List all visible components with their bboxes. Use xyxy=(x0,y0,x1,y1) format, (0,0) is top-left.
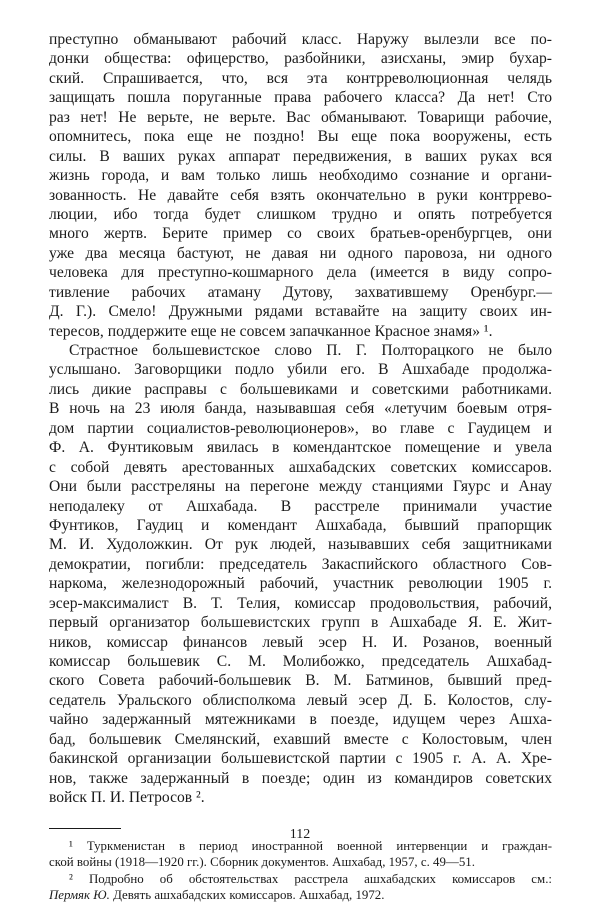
text-line: ский. Спрашивается, что, вся эта контрреволюционная челядь xyxy=(49,69,552,87)
text-line: защищать пошла поруганные права рабочего класса? Да нет! Сто xyxy=(49,89,552,107)
text-line: зованность. Не давайте себя взять окончательно в руки контррево- xyxy=(49,186,552,204)
text-line: чайно задержанный мятежниками в поезде, идущем через Ашха- xyxy=(49,711,552,729)
text-line: седатель Уральского облисполкома левый эсер Д. Б. Колостов, слу- xyxy=(49,691,552,709)
text-line: Ф. А. Фунтиковым явилась в комендантское помещение и увела xyxy=(49,439,552,457)
text-line: Фунтиков, Гаудиц и комендант Ашхабада, бывший прапорщик xyxy=(49,516,552,534)
text-line: первый организатор большевистских групп в Ашхабаде Я. Е. Жит- xyxy=(49,614,552,632)
footnote-2-author: Пермяк Ю. xyxy=(49,888,110,903)
text-line: люции, ибо тогда будет слишком трудно и опять потребуется xyxy=(49,205,552,223)
text-line: уже два месяца бастуют, не давая ни одного паровоза, ни одного xyxy=(49,244,552,262)
text-line: войск П. И. Петросов ². xyxy=(49,789,205,807)
text-line: опомнитесь, пока еще не поздно! Вы еще пока вооружены, есть xyxy=(49,128,552,146)
text-line: М. И. Худоложкин. От рук людей, называвших себя защитниками xyxy=(49,536,552,554)
text-line: демократии, погибли: председатель Закаспийского областного Сов- xyxy=(49,555,552,573)
text-line: ников, комиссар финансов левый эсер Н. И. Розанов, военный xyxy=(49,633,552,651)
text-line: человека для преступно-кошмарного дела (имеется в виду сопро- xyxy=(49,264,552,282)
text-line: Страстное большевистское слово П. Г. Полторацкого не было xyxy=(69,342,552,359)
paragraph-appeal-quote xyxy=(49,30,552,341)
text-line: силы. В ваших руках аппарат передвижения, в ваших руках вся xyxy=(49,147,552,165)
text-line: жизнь города, и вам только лишь необходимо сознание и органи- xyxy=(49,167,552,185)
text-line: тересов, поддержите еще не совсем запачканное Красное знамя» ¹. xyxy=(49,322,493,340)
text-line: преступно обманывают рабочий класс. Наружу вылезли все по- xyxy=(49,31,552,48)
text-line: дом партии социалистов-революционеров», во главе с Гаудицем и xyxy=(49,419,552,437)
text-line: бад, большевик Смелянский, ехавший вместе с Колостовым, член xyxy=(49,730,552,748)
text-line: раз нет! Не верьте, не верьте. Вас обманывают. Товарищи рабочие, xyxy=(49,108,552,126)
page-number: 112 xyxy=(289,827,311,842)
text-line: много жертв. Берите пример со своих братьев-оренбургцев, они xyxy=(49,225,552,243)
text-line: услышано. Заговорщики подло убили его. В Ашхабаде продолжа- xyxy=(49,361,552,379)
text-line: наркома, железнодорожный рабочий, участник революции 1905 г. xyxy=(49,575,552,593)
text-line: Д. Г.). Смело! Дружными рядами вставайте на защиту своих ин- xyxy=(49,303,552,321)
text-line: комиссар большевик С. М. Молибожко, председатель Ашхабад- xyxy=(49,653,552,670)
text-line: эсер-максималист В. Т. Телия, комиссар продовольствия, рабочий, xyxy=(49,594,552,612)
text-line: с собой девять арестованных ашхабадских советских комиссаров. xyxy=(49,458,552,476)
text-line: бакинской организации большевистской партии с 1905 г. А. А. Хре- xyxy=(49,750,552,768)
text-line: тивление рабочих атаману Дутову, захватившему Оренбург.— xyxy=(49,283,552,301)
text-line: донки общества: офицерство, разбойники, азисханы, эмир бухар- xyxy=(49,50,552,68)
text-line: Они были расстреляны на перегоне между станциями Гяурс и Анау xyxy=(49,478,552,496)
footnote-2-title: Девять ашхабадских комиссаров. Ашхабад, 1972. xyxy=(109,888,385,903)
footnote-1-line: ¹ Туркменистан в период иностранной военной интервенции и граждан- xyxy=(69,838,552,853)
text-line: нов, также задержанный в поезде; один из командиров советских xyxy=(49,769,552,787)
footnotes xyxy=(49,838,552,904)
footnote-2-line xyxy=(49,887,552,904)
text-line: неподалеку от Ашхабада. В расстреле принимали участие xyxy=(49,497,552,515)
footnote-1-line: ской войны (1918—1920 гг.). Сборник документов. Ашхабад, 1957, с. 49—51. xyxy=(49,855,475,870)
text-line: ского Совета рабочий-большевик В. М. Батминов, бывший пред- xyxy=(49,672,552,690)
page-body xyxy=(49,30,552,904)
text-line: В ночь на 23 июля банда, называвшая себя «летучим боевым отря- xyxy=(49,400,552,418)
paragraph-execution-account xyxy=(49,341,552,808)
text-line: лись дикие расправы с большевиками и советскими работниками. xyxy=(49,380,552,398)
footnote-2-line: ² Подробно об обстоятельствах расстрела ашхабадских комиссаров см.: xyxy=(69,871,552,886)
